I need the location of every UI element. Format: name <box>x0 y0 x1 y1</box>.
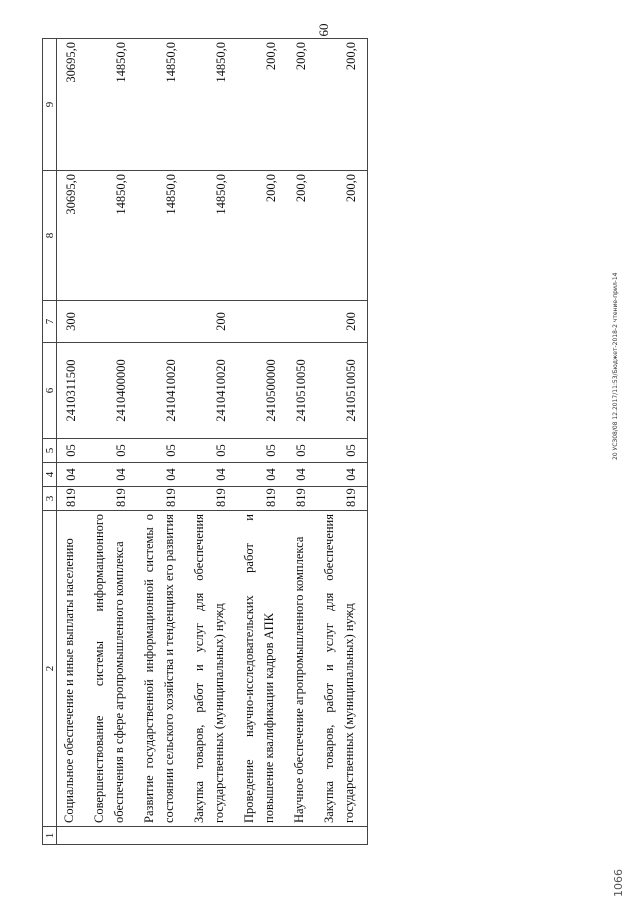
table-row <box>317 39 368 845</box>
amount-col-9: 14850,0 <box>187 39 237 171</box>
ministry-code: 819 <box>87 487 137 511</box>
row-name: Проведение научно-исследовательских работ и повышение квалификации кадров АПК <box>237 511 287 827</box>
section-code: 04 <box>237 463 287 487</box>
ministry-code: 819 <box>187 487 237 511</box>
target-article-code: 2410510050 <box>287 343 317 439</box>
table-row <box>137 39 187 845</box>
target-article-code: 2410410020 <box>187 343 237 439</box>
amount-col-8: 200,0 <box>287 171 317 301</box>
column-header: 3 <box>43 487 57 511</box>
expense-type-code: 200 <box>317 301 368 343</box>
row-name: Закупка товаров, работ и услуг для обеспечения государственных (муниципальных) нужд <box>317 511 368 827</box>
row-name: Социальное обеспечение и иные выплаты населению <box>57 511 88 827</box>
ministry-code: 819 <box>237 487 287 511</box>
column-header: 1 <box>43 827 57 845</box>
expense-type-code <box>287 301 317 343</box>
row-name: Закупка товаров, работ и услуг для обеспечения государственных (муниципальных) нужд <box>187 511 237 827</box>
footer-stamp-text: 20 УСЗ08/08 12.2017/11:53/Бюджет-2018-2 чтение-прил-14 <box>612 272 619 460</box>
target-article-code: 2410400000 <box>87 343 137 439</box>
subsection-code: 05 <box>57 439 88 463</box>
expense-type-code <box>137 301 187 343</box>
subsection-code: 05 <box>317 439 368 463</box>
amount-col-8: 14850,0 <box>137 171 187 301</box>
column-header: 4 <box>43 463 57 487</box>
expense-type-code <box>87 301 137 343</box>
amount-col-8: 14850,0 <box>87 171 137 301</box>
amount-col-9: 200,0 <box>287 39 317 171</box>
section-code: 04 <box>287 463 317 487</box>
target-article-code: 2410500000 <box>237 343 287 439</box>
expense-type-code: 300 <box>57 301 88 343</box>
table-row <box>287 39 317 845</box>
expense-type-code: 200 <box>187 301 237 343</box>
row-name: Совершенствование системы информационного обеспечения в сфере агропромышленного комплекса <box>87 511 137 827</box>
amount-col-9: 14850,0 <box>87 39 137 171</box>
row-number-cell <box>237 827 287 845</box>
target-article-code: 2410510050 <box>317 343 368 439</box>
subsection-code: 05 <box>87 439 137 463</box>
section-code: 04 <box>87 463 137 487</box>
section-code: 04 <box>57 463 88 487</box>
table-row <box>237 39 287 845</box>
target-article-code: 2410410020 <box>137 343 187 439</box>
amount-col-8: 200,0 <box>237 171 287 301</box>
row-number-cell <box>57 827 88 845</box>
budget-table-wrapper <box>42 38 368 845</box>
row-name: Развитие государственной информационной системы о состоянии сельского хозяйства и тенденциях его развития <box>137 511 187 827</box>
table-row <box>187 39 237 845</box>
column-header: 2 <box>43 511 57 827</box>
budget-table <box>42 38 368 845</box>
table-row <box>57 39 88 845</box>
row-name: Научное обеспечение агропромышленного комплекса <box>287 511 317 827</box>
amount-col-9: 200,0 <box>317 39 368 171</box>
ministry-code: 819 <box>137 487 187 511</box>
amount-col-9: 30695,0 <box>57 39 88 171</box>
column-header: 5 <box>43 439 57 463</box>
column-header: 8 <box>43 171 57 301</box>
amount-col-9: 14850,0 <box>137 39 187 171</box>
subsection-code: 05 <box>287 439 317 463</box>
table-row <box>87 39 137 845</box>
section-code: 04 <box>187 463 237 487</box>
row-number-cell <box>317 827 368 845</box>
section-code: 04 <box>137 463 187 487</box>
amount-col-8: 14850,0 <box>187 171 237 301</box>
amount-col-9: 200,0 <box>237 39 287 171</box>
ministry-code: 819 <box>57 487 88 511</box>
row-number-cell <box>287 827 317 845</box>
corner-mark: 1066 <box>612 869 625 897</box>
subsection-code: 05 <box>137 439 187 463</box>
row-number-cell <box>187 827 237 845</box>
subsection-code: 05 <box>237 439 287 463</box>
column-header: 9 <box>43 39 57 171</box>
ministry-code: 819 <box>317 487 368 511</box>
row-number-cell <box>87 827 137 845</box>
amount-col-8: 200,0 <box>317 171 368 301</box>
column-header: 7 <box>43 301 57 343</box>
section-code: 04 <box>317 463 368 487</box>
expense-type-code <box>237 301 287 343</box>
target-article-code: 2410311500 <box>57 343 88 439</box>
amount-col-8: 30695,0 <box>57 171 88 301</box>
column-header: 6 <box>43 343 57 439</box>
subsection-code: 05 <box>187 439 237 463</box>
ministry-code: 819 <box>287 487 317 511</box>
page-number: 60 <box>316 23 331 37</box>
column-header-row <box>43 39 57 845</box>
row-number-cell <box>137 827 187 845</box>
